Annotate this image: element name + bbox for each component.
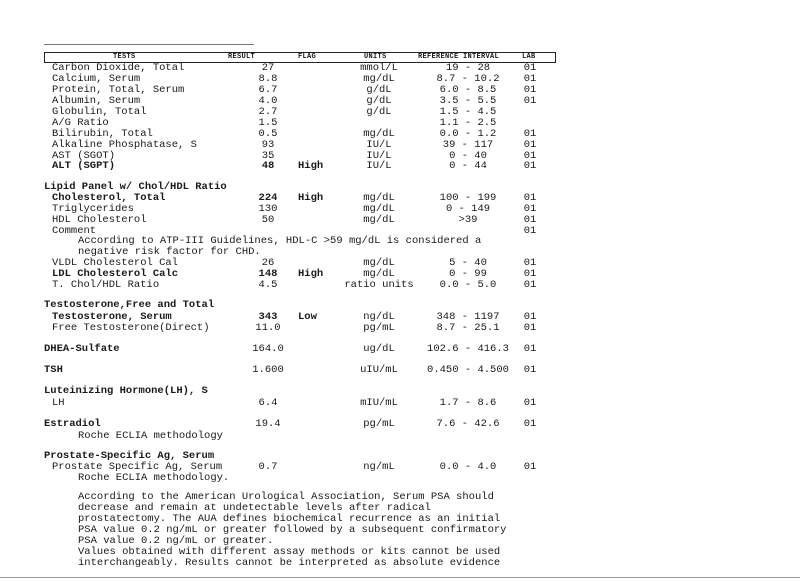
units-value: pg/mL: [363, 322, 395, 334]
result-value: 19.4: [255, 418, 281, 430]
header-result: RESULT: [228, 53, 256, 61]
lab-value: 01: [523, 62, 537, 74]
lab-value: 01: [523, 203, 537, 215]
reference-interval-value: 0 - 99: [449, 268, 487, 280]
result-value: 0.5: [258, 128, 278, 140]
result-value: 2.7: [258, 106, 278, 118]
comment-text: Roche ECLIA methodology: [78, 430, 223, 442]
header-flag: FLAG: [298, 53, 317, 61]
flag-value: High: [298, 268, 324, 280]
result-value: 8.8: [258, 73, 278, 85]
reference-interval-value: 0.450 - 4.500: [427, 364, 509, 376]
units-value: g/dL: [366, 106, 392, 118]
test-name: Cholesterol, Total: [52, 192, 166, 204]
lab-value: 01: [523, 257, 537, 269]
test-name: ALT (SGPT): [52, 160, 116, 172]
units-value: mg/dL: [363, 257, 395, 269]
lab-value: 01: [523, 128, 537, 140]
test-name: Protein, Total, Serum: [52, 84, 185, 96]
lab-value: 01: [523, 279, 537, 291]
result-value: 11.0: [255, 322, 281, 334]
psa-paragraph-line: PSA value 0.2 ng/mL or greater.: [78, 535, 274, 547]
result-value: 1.600: [252, 364, 284, 376]
flag-value: High: [298, 192, 324, 204]
units-value: mIU/mL: [360, 397, 398, 409]
result-value: 6.7: [258, 84, 278, 96]
section-heading: Lipid Panel w/ Chol/HDL Ratio: [44, 181, 227, 193]
reference-interval-value: 1.1 - 2.5: [439, 117, 497, 129]
units-value: uIU/mL: [360, 364, 398, 376]
reference-interval-value: 6.0 - 8.5: [439, 84, 497, 96]
reference-interval-value: 0.0 - 1.2: [439, 128, 497, 140]
reference-interval-value: 8.7 - 10.2: [436, 73, 500, 85]
test-name: Bilirubin, Total: [52, 128, 153, 140]
result-value: 93: [261, 139, 275, 151]
psa-paragraph-line: interchangeably. Results cannot be interpreted as absolute evidence: [78, 557, 501, 569]
units-value: mg/dL: [363, 214, 395, 226]
units-value: mg/dL: [363, 203, 395, 215]
test-name: Prostate Specific Ag, Serum: [52, 461, 223, 473]
lab-value: 01: [523, 397, 537, 409]
reference-interval-value: 1.7 - 8.6: [439, 397, 497, 409]
test-name: Comment: [52, 225, 97, 237]
section-heading: DHEA-Sulfate: [44, 343, 120, 355]
lab-value: 01: [523, 73, 537, 85]
result-value: 164.0: [252, 343, 284, 355]
reference-interval-value: 102.6 - 416.3: [427, 343, 509, 355]
test-name: VLDL Cholesterol Cal: [52, 257, 179, 269]
lab-value: 01: [523, 343, 537, 355]
lab-value: 01: [523, 268, 537, 280]
flag-value: High: [298, 160, 324, 172]
lab-value: 01: [523, 160, 537, 172]
psa-paragraph-line: decrease and remain at undetectable levels after radical: [78, 502, 431, 514]
header-tests: TESTS: [113, 53, 136, 61]
units-value: ng/dL: [363, 311, 395, 323]
comment-text: According to ATP-III Guidelines, HDL-C >59 mg/dL is considered a: [78, 235, 482, 247]
reference-interval-value: 0 - 40: [449, 150, 487, 162]
result-value: 27: [261, 62, 275, 74]
lab-value: 01: [523, 95, 537, 107]
units-value: mg/dL: [363, 192, 395, 204]
lab-value: 01: [523, 461, 537, 473]
reference-interval-value: 7.6 - 42.6: [436, 418, 500, 430]
section-heading: TSH: [44, 364, 63, 376]
test-name: LH: [52, 397, 65, 409]
psa-paragraph-line: PSA value 0.2 ng/mL or greater followed by a subsequent confirmatory: [78, 524, 507, 536]
lab-value: 01: [523, 139, 537, 151]
result-value: 224: [258, 192, 278, 204]
units-value: mg/dL: [363, 268, 395, 280]
reference-interval-value: 0 - 149: [445, 203, 491, 215]
test-name: T. Chol/HDL Ratio: [52, 279, 160, 291]
reference-interval-value: 0.0 - 5.0: [439, 279, 497, 291]
units-value: g/dL: [366, 95, 392, 107]
test-name: HDL Cholesterol: [52, 214, 147, 226]
result-value: 4.5: [258, 279, 278, 291]
test-name: Triglycerides: [52, 203, 134, 215]
lab-value: 01: [523, 192, 537, 204]
reference-interval-value: 8.7 - 25.1: [436, 322, 500, 334]
test-name: Albumin, Serum: [52, 95, 141, 107]
result-value: 35: [261, 150, 275, 162]
test-name: Globulin, Total: [52, 106, 147, 118]
reference-interval-value: 0 - 44: [449, 160, 487, 172]
test-name: Carbon Dioxide, Total: [52, 62, 185, 74]
units-value: ug/dL: [363, 343, 395, 355]
units-value: mg/dL: [363, 73, 395, 85]
section-heading: Estradiol: [44, 418, 101, 430]
result-value: 148: [258, 268, 278, 280]
reference-interval-value: 0.0 - 4.0: [439, 461, 497, 473]
result-value: 1.5: [258, 117, 278, 129]
test-name: Free Testosterone(Direct): [52, 322, 210, 334]
reference-interval-value: 1.5 - 4.5: [439, 106, 497, 118]
result-value: 50: [261, 214, 275, 226]
result-value: 26: [261, 257, 275, 269]
psa-paragraph-line: Values obtained with different assay methods or kits cannot be used: [78, 546, 501, 558]
psa-paragraph-line: prostatectomy. The AUA defines biochemical recurrence as an initial: [78, 513, 501, 525]
lab-value: 01: [523, 364, 537, 376]
units-value: IU/L: [366, 160, 392, 172]
result-value: 0.7: [258, 461, 278, 473]
header-lab: LAB: [522, 53, 536, 61]
section-heading: Prostate-Specific Ag, Serum: [44, 450, 215, 462]
test-name: Testosterone, Serum: [52, 311, 172, 323]
result-value: 130: [258, 203, 278, 215]
units-value: mmol/L: [360, 62, 398, 74]
section-heading: Luteinizing Hormone(LH), S: [44, 385, 208, 397]
reference-interval-value: 19 - 28: [445, 62, 491, 74]
reference-interval-value: >39: [458, 214, 478, 226]
units-value: ratio units: [344, 279, 414, 291]
units-value: pg/mL: [363, 418, 395, 430]
comment-text: Roche ECLIA methodology.: [78, 472, 230, 484]
lab-value: 01: [523, 150, 537, 162]
lab-value: 01: [523, 214, 537, 226]
top-rule: [44, 44, 254, 45]
lab-value: 01: [523, 84, 537, 96]
result-value: 4.0: [258, 95, 278, 107]
lab-value: 01: [523, 311, 537, 323]
reference-interval-value: 5 - 40: [449, 257, 487, 269]
reference-interval-value: 3.5 - 5.5: [439, 95, 497, 107]
units-value: g/dL: [366, 84, 392, 96]
units-value: IU/L: [366, 139, 392, 151]
units-value: mg/dL: [363, 128, 395, 140]
result-value: 48: [261, 160, 275, 172]
header-units: UNITS: [364, 53, 387, 61]
lab-value: 01: [523, 418, 537, 430]
test-name: AST (SGOT): [52, 150, 116, 162]
result-value: 343: [258, 311, 278, 323]
flag-value: Low: [298, 311, 317, 323]
units-value: ng/mL: [363, 461, 395, 473]
lab-value: 01: [523, 225, 537, 237]
reference-interval-value: 348 - 1197: [436, 311, 500, 323]
test-name: Alkaline Phosphatase, S: [52, 139, 197, 151]
lab-value: 01: [523, 322, 537, 334]
reference-interval-value: 100 - 199: [439, 192, 497, 204]
section-heading: Testosterone,Free and Total: [44, 299, 215, 311]
test-name: A/G Ratio: [52, 117, 109, 129]
page-bottom-edge: [0, 577, 800, 578]
header-reference-interval: REFERENCE INTERVAL: [418, 53, 500, 61]
reference-interval-value: 39 - 117: [442, 139, 494, 151]
psa-paragraph-line: According to the American Urological Association, Serum PSA should: [78, 491, 494, 503]
comment-text: negative risk factor for CHD.: [78, 246, 261, 258]
test-name: Calcium, Serum: [52, 73, 141, 85]
result-value: 6.4: [258, 397, 278, 409]
test-name: LDL Cholesterol Calc: [52, 268, 179, 280]
units-value: IU/L: [366, 150, 392, 162]
